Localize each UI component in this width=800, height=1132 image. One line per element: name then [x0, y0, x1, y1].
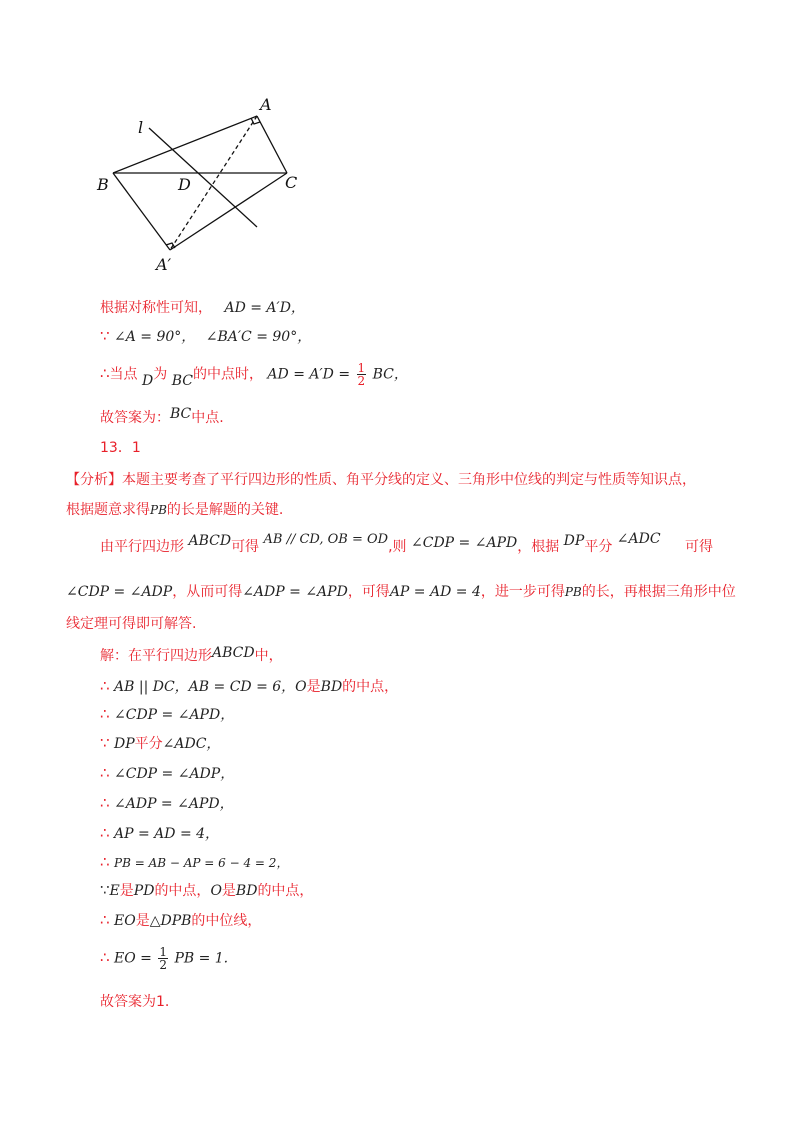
analysis-line-1: 【分析】本题主要考查了平行四边形的性质、角平分线的定义、三角形中位线的判定与性质等知识点，: [66, 472, 696, 488]
solution-line-8: ∴ PB = AB − AP = 6 − 4 = 2，: [100, 853, 289, 871]
analysis-line-2: 根据题意求得PB的长是解题的关键.: [66, 502, 284, 518]
label-C: C: [285, 173, 298, 192]
solution-line-11: ∴ EO = $\frac{1}{2}$ PB = 1.: [100, 945, 229, 972]
solution-line-4: ∵ DP平分∠ADC，: [100, 734, 221, 752]
text-line-3: ∴当点 D为 BC的中点时， AD = A′D = $\frac{1}{2}$ BC，: [100, 361, 408, 389]
line-l: [149, 128, 257, 227]
solution-line-10: ∴ EO是△DPB的中位线，: [100, 911, 262, 929]
solution-line-6: ∴ ∠ADP = ∠APD，: [100, 794, 234, 812]
solution-line-2: ∴ AB || DC，AB = CD = 6，O是BD的中点，: [100, 677, 399, 695]
label-l: l: [138, 118, 144, 137]
analysis-line-4: ∠CDP = ∠ADP，从而可得∠ADP = ∠APD，可得AP = AD = 4，进一步可得PB的长，再根据三角形中位: [66, 584, 736, 600]
segment-BA: [113, 116, 257, 173]
analysis-line-5: 线定理可得即可解答.: [66, 616, 197, 632]
question-13-answer: 13．1: [100, 440, 141, 456]
label-B: B: [97, 175, 109, 194]
geometry-figure: [90, 90, 320, 280]
label-D: D: [178, 175, 191, 194]
fraction-half: $\frac{1}{2}$: [357, 361, 366, 388]
text-line-4: 故答案为：BC中点.: [100, 406, 224, 426]
solution-line-3: ∴ ∠CDP = ∠APD，: [100, 705, 235, 723]
solution-line-9: ∵E是PD的中点，O是BD的中点，: [100, 881, 314, 899]
solution-line-5: ∴ ∠CDP = ∠ADP，: [100, 764, 235, 782]
segment-BA-prime: [113, 173, 170, 250]
solution-line-7: ∴ AP = AD = 4，: [100, 824, 220, 842]
text-line-2: ∵ ∠A = 90°， ∠BA′C = 90°，: [100, 327, 312, 345]
segment-AC: [257, 116, 287, 173]
label-A-prime: A′: [156, 255, 172, 274]
text-line-1: 根据对称性可知， AD = A′D，: [100, 300, 305, 316]
fraction-half-2: $\frac{1}{2}$: [159, 945, 167, 972]
solution-line-1: 解：在平行四边形ABCD中，: [100, 645, 283, 664]
solution-line-12: 故答案为1.: [100, 994, 170, 1010]
analysis-line-3: 由平行四边形 ABCD可得 AB // CD, OB = OD,则 ∠CDP = ∠APD，根据 DP平分 ∠ADC 可得: [100, 531, 714, 555]
label-A: A: [260, 95, 272, 114]
